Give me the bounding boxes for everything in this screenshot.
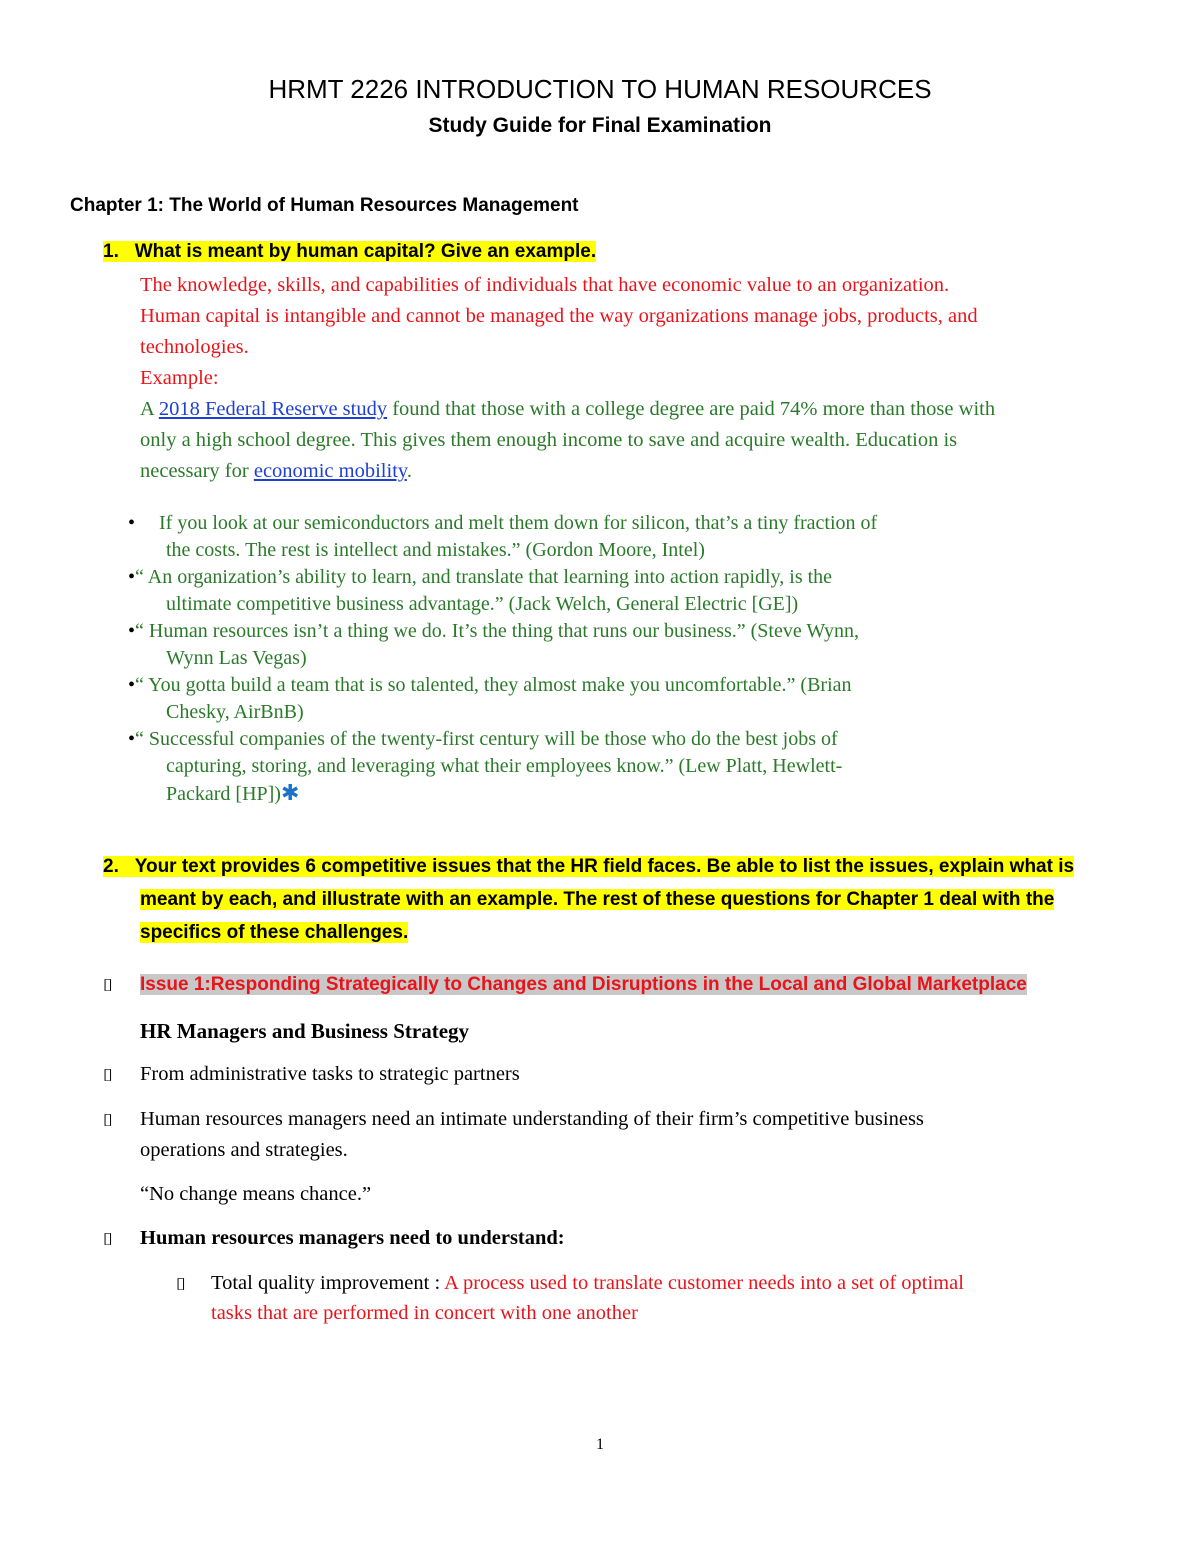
quote-2-cont: ultimate competitive business advantage.” (Jack Welch, General Electric [GE]) <box>166 593 799 615</box>
quote-5-cont: capturing, storing, and leveraging what their employees know.” (Lew Platt, Hewlett- <box>166 755 843 777</box>
issue-1-heading: Issue 1:Responding Strategically to Changes and Disruptions in the Local and Global Marketplace <box>140 974 1027 995</box>
quote-5-cont-2: Packard [HP])✱ <box>166 781 300 806</box>
hr-managers-heading: HR Managers and Business Strategy <box>140 1019 470 1043</box>
example-line-3: necessary for economic mobility. <box>140 460 412 482</box>
example-label: Example: <box>140 367 219 389</box>
question-2-line-3: specifics of these challenges. <box>140 922 409 943</box>
quote-5: •“ Successful companies of the twenty-first century will be those who do the best jobs of <box>128 728 838 750</box>
tqi-definition: A process used to translate customer needs into a set of optimal <box>444 1272 964 1294</box>
question-1 <box>103 241 596 263</box>
answer-1-line-2: Human capital is intangible and cannot be managed the way organizations manage jobs, products, and <box>140 305 978 327</box>
question-2 <box>103 856 1074 878</box>
star-icon: ✱ <box>280 781 300 806</box>
bullet-dot-icon: • <box>128 512 136 534</box>
tqi-line-1 <box>211 1272 964 1295</box>
bullet-dot-icon: • <box>128 566 136 588</box>
bullet-dot-icon: • <box>128 728 136 750</box>
issue-1-bullet-1: From administrative tasks to strategic partners <box>140 1063 520 1085</box>
no-change-quote: “No change means chance.” <box>140 1183 372 1205</box>
question-2-line-1: Your text provides 6 competitive issues that the HR field faces. Be able to list the issues, explain what is <box>134 856 1075 877</box>
quote-1-cont: the costs. The rest is intellect and mistakes.” (Gordon Moore, Intel) <box>166 539 705 561</box>
document-subtitle: Study Guide for Final Examination <box>428 114 772 137</box>
answer-1-line-3: technologies. <box>140 336 249 358</box>
federal-reserve-study-link[interactable]: 2018 Federal Reserve study <box>158 398 388 420</box>
missing-glyph-box-icon: ⌷ <box>103 976 114 996</box>
question-2-line-2-wrap <box>140 889 1054 911</box>
quote-3-cont: Wynn Las Vegas) <box>166 647 307 669</box>
quote-1: • If you look at our semiconductors and melt them down for silicon, that’s a tiny fraction of <box>128 512 878 534</box>
missing-glyph-box-icon: ⌷ <box>176 1275 187 1295</box>
missing-glyph-box-icon: ⌷ <box>103 1111 114 1131</box>
bullet-dot-icon: • <box>128 620 136 642</box>
issue-1-bullet-3: Human resources managers need to understand: <box>140 1227 565 1249</box>
example-line-1: A 2018 Federal Reserve study found that those with a college degree are paid 74% more than those with <box>140 398 996 420</box>
issue-1-bullet-2-cont: operations and strategies. <box>140 1139 348 1161</box>
question-2-line-3-wrap <box>140 922 408 944</box>
question-2-line-2: meant by each, and illustrate with an example. The rest of these questions for Chapter 1 deal with the <box>140 889 1055 910</box>
bullet-dot-icon: • <box>128 674 136 696</box>
missing-glyph-box-icon: ⌷ <box>103 1066 114 1086</box>
tqi-line-2: tasks that are performed in concert with one another <box>211 1302 638 1324</box>
example-line-2: only a high school degree. This gives them enough income to save and acquire wealth. Education is <box>140 429 958 451</box>
question-2-number: 2. <box>103 856 119 877</box>
quote-4: •“ You gotta build a team that is so talented, they almost make you uncomfortable.” (Brian <box>128 674 852 696</box>
missing-glyph-box-icon: ⌷ <box>103 1230 114 1250</box>
quote-2: •“ An organization’s ability to learn, and translate that learning into action rapidly, is the <box>128 566 833 588</box>
page-number: 1 <box>596 1436 604 1453</box>
question-1-text: What is meant by human capital? Give an example. <box>134 241 597 262</box>
chapter-heading: Chapter 1: The World of Human Resources Management <box>70 195 579 216</box>
document-title: HRMT 2226 INTRODUCTION TO HUMAN RESOURCES <box>268 74 932 104</box>
question-1-number: 1. <box>103 241 119 262</box>
answer-1-line-1: The knowledge, skills, and capabilities of individuals that have economic value to an organization. <box>140 274 950 296</box>
quote-4-cont: Chesky, AirBnB) <box>166 701 304 723</box>
issue-1-bullet-2: Human resources managers need an intimate understanding of their firm’s competitive business <box>140 1108 924 1130</box>
tqi-label: Total quality improvement : <box>211 1272 445 1294</box>
economic-mobility-link[interactable]: economic mobility <box>253 460 407 482</box>
quote-3: •“ Human resources isn’t a thing we do. It’s the thing that runs our business.” (Steve Wynn, <box>128 620 860 642</box>
